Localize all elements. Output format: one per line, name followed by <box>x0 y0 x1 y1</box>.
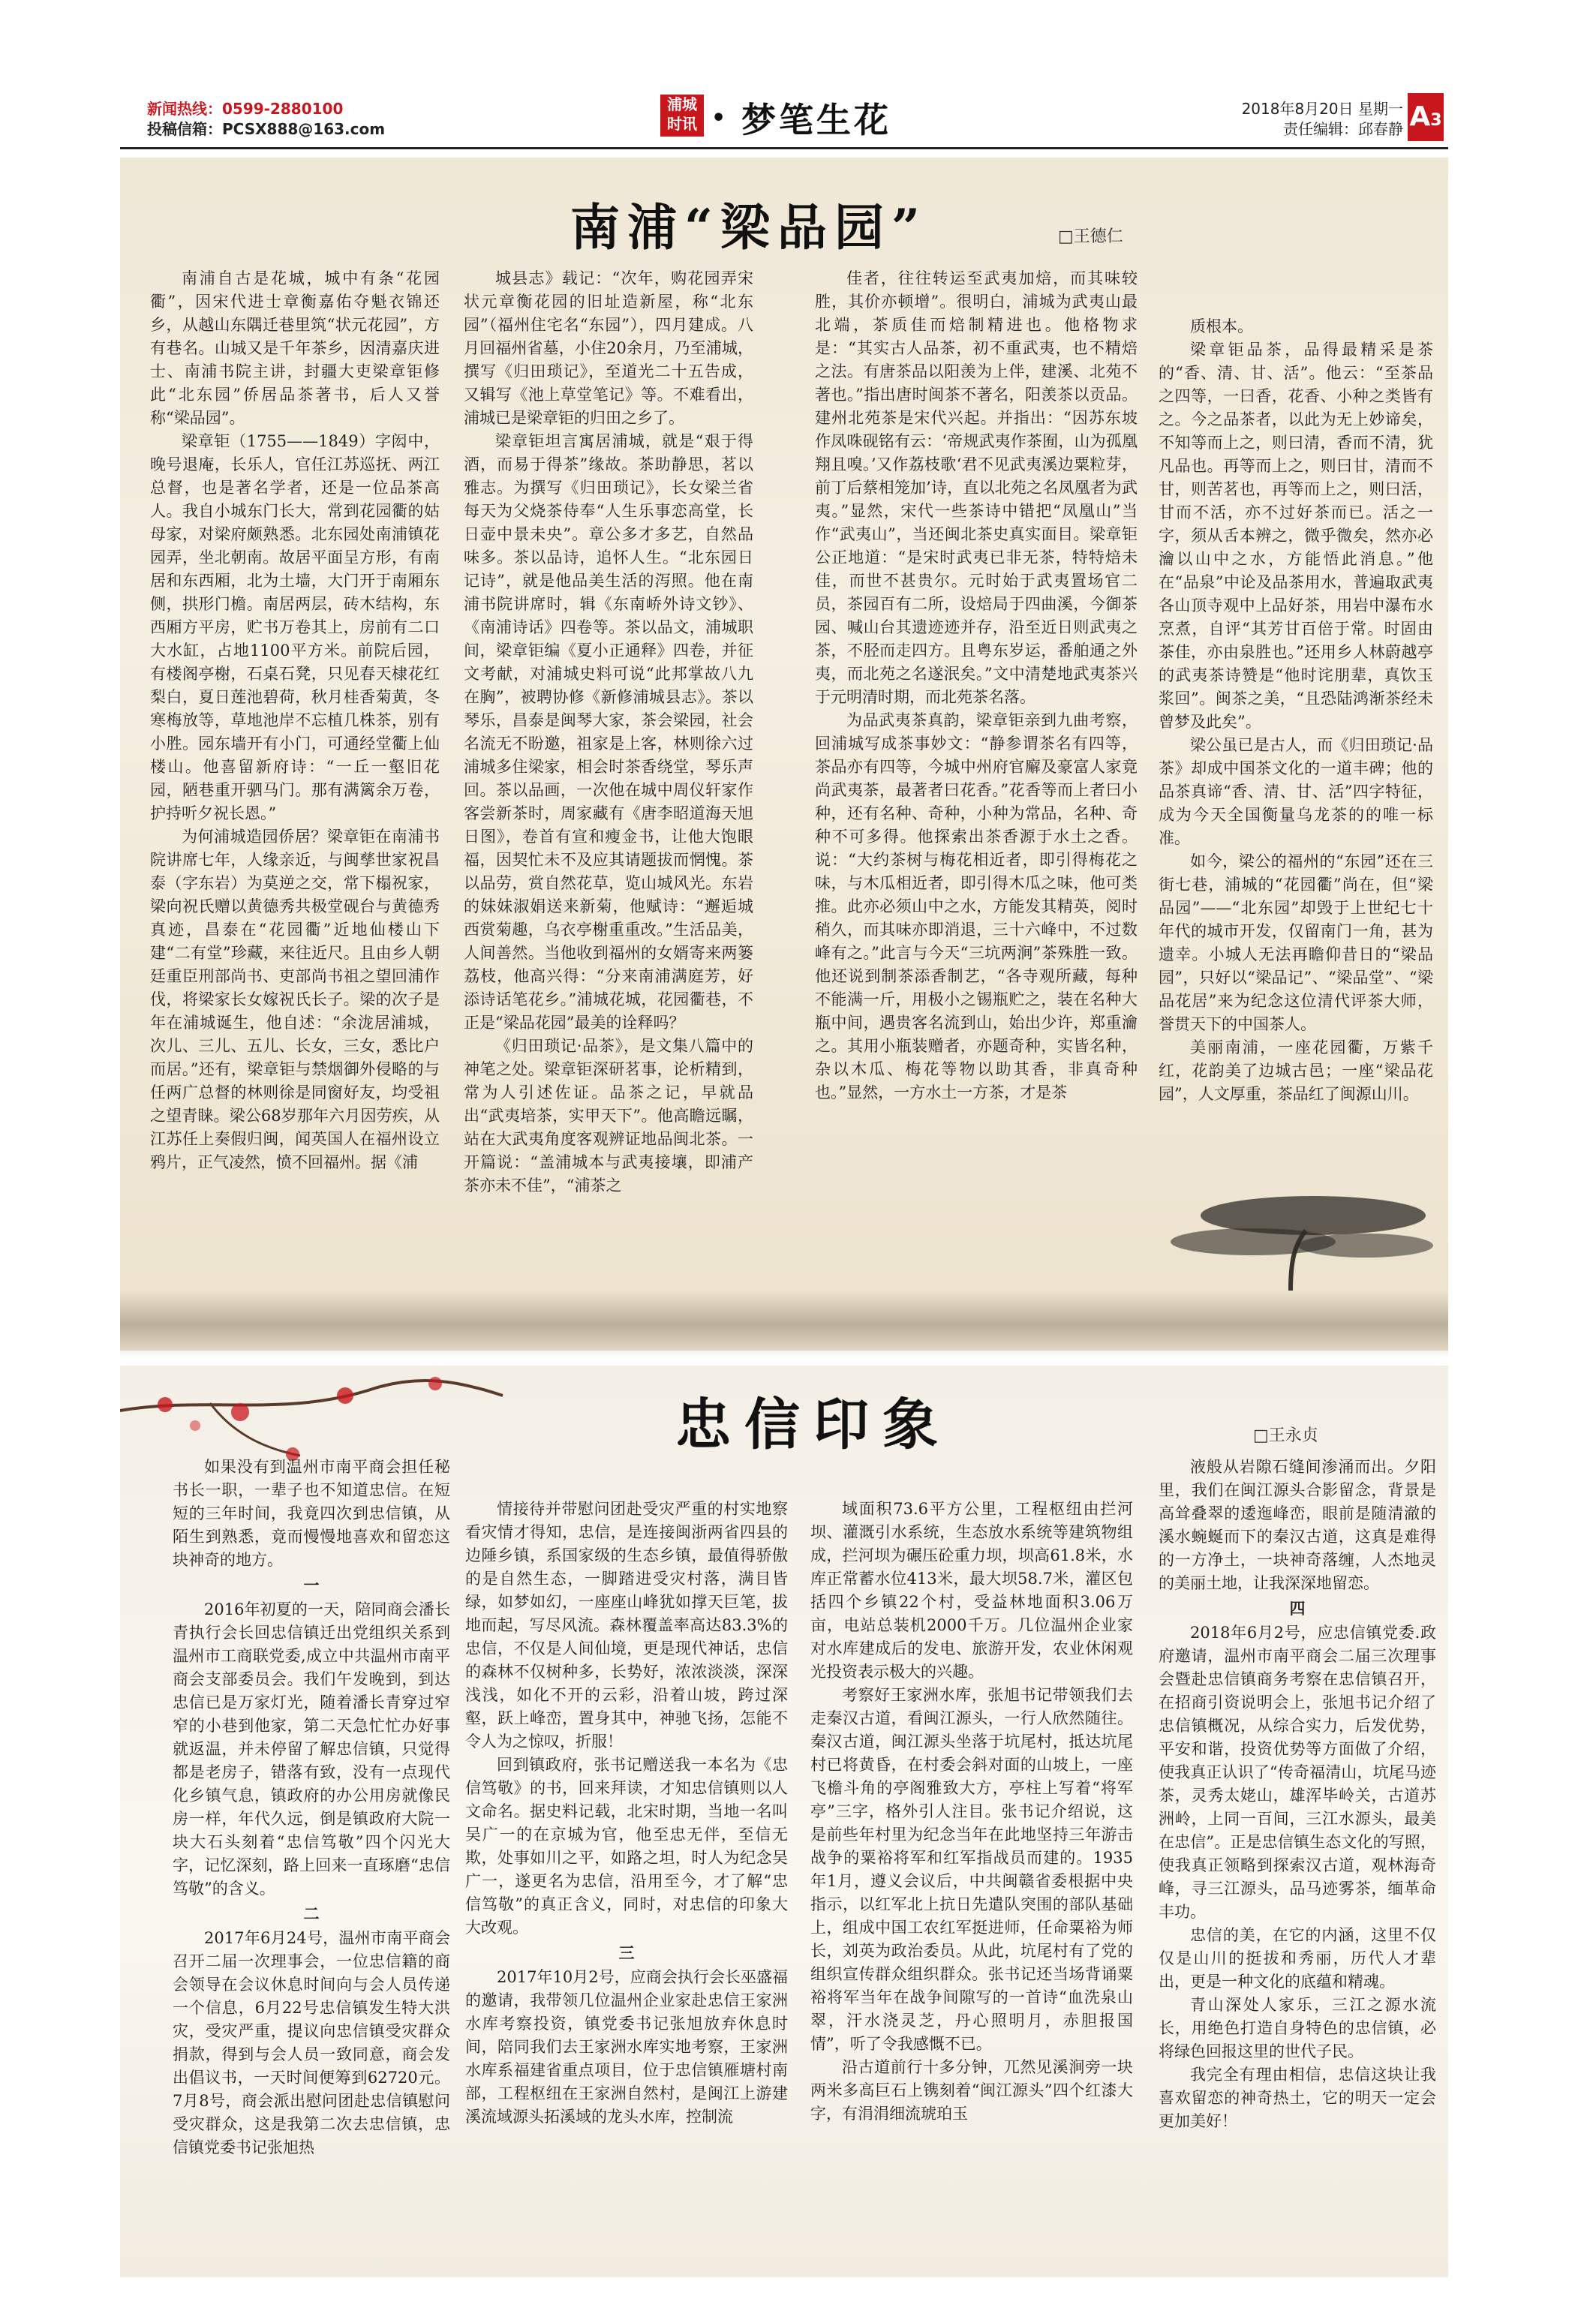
hotline-label: 新闻热线： <box>147 100 222 118</box>
paragraph: 域面积73.6平方公里，工程枢纽由拦河坝、灌溉引水系统，生态放水系统等建筑物组成，拦河坝为碾压砼重力坝，坝高61.8米，水库正常蓄水位413米，最大坝58.7米，灌区包括四个乡镇22个村，受益林地面积3.06万亩，电站总装机2000千万。几位温州企业家对水库建成后的发电、旅游开发，农业休闲观光投资表示极大的兴趣。 <box>810 1500 1133 1681</box>
article1-column-2 <box>464 267 753 1198</box>
pine-tree-decoration <box>1141 1171 1441 1291</box>
paragraph: 城县志》载记：“次年，购花园弄宋状元章衡花园的旧址造新屋，称“北东园”（福州住宅名“东园”），四月建成。八月回福州省墓，小住20余月，乃至浦城，撰写《归田琐记》，至道光二十五告成，又辑写《池上草堂笔记》等。不难看出，浦城已是梁章钜的归田之乡了。 <box>464 269 753 427</box>
paragraph: 梁章钜品茶，品得最精采是茶的“香、清、甘、活”。他云：“至茶品之四等，一曰香，花香、小种之类皆有之。今之品茶者，以此为无上妙谛矣，不知等而上之，则曰清，香而不清，犹凡品也。再等而上之，则曰甘，清而不甘，则苦茗也，再等而上之，则曰活，甘而不活，亦不过好茶而已。活之一字，须从舌本辨之，微乎微矣，然亦必瀹以山中之水，方能悟此消息。”他在“品泉”中论及品茶用水，普遍取武夷各山顶寺观中上品好茶，用岩中瀑布水烹煮，自评“其芳甘百倍于常。时固由茶佳，亦由泉胜也。”还用乡人林蔚越亭的武夷茶诗赞是“他时诧朋辈，真饮玉浆回”。闽茶之美，“且恐陆鸿渐茶经未曾梦及此矣”。 <box>1159 341 1433 731</box>
editor-credit: 责任编辑：邱春静 <box>1283 120 1403 138</box>
paragraph: 情接待并带慰问团赴受灾严重的村实地察看灾情才得知，忠信，是连接闽浙两省四县的边陲乡镇，系国家级的生态乡镇，最值得骄傲的是自然生态，一脚踏进受灾村落，满目皆绿，如梦如幻，一座座山峰犹如撑天巨笔，拔地而起，写尽风流。森林覆盖率高达83.3%的忠信，不仅是人间仙境，更是现代神话，忠信的森林不仅树种多，长势好，浓浓淡淡，深深浅浅，如化不开的云彩，沿着山坡，跨过深壑，跃上峰峦，置身其中，神驰飞扬，怎能不令人为之惊叹，折服！ <box>465 1500 788 1751</box>
section-dot: • <box>711 105 726 131</box>
paragraph: 2016年初夏的一天，陪同商会潘长青执行会长回忠信镇迁出党组织关系到温州市工商联党委,成立中共温州市南平商会支部委员会。我们午发晚到，到达忠信已是万家灯光，随着潘长青穿过窄窄的小巷到他家，第二天急忙忙办好事就返温，并未停留了解忠信镇，只觉得都是老房子，错落有致，没有一点现代化乡镇气息，镇政府的办公用房就像民房一样，年代久远，倒是镇政府大院一块大石头刻着“忠信笃敬”四个闪光大字，记忆深刻，路上回来一直琢磨“忠信笃敬”的含义。 <box>173 1600 450 1898</box>
email-label: 投稿信箱： <box>147 120 222 138</box>
paragraph: 2017年10月2号，应商会执行会长巫盛福的邀请，我带领几位温州企业家赴忠信王家洲水库考察投资，镇党委书记张旭放弃休息时间，陪同我们去王家洲水库实地考察，王家洲水库系福建省重点项目，位于忠信镇雁塘村南部，工程枢纽在王家洲自然村，是闽江上游建溪流域源头拓溪域的龙头水库，控制流 <box>465 1968 788 2126</box>
paragraph: 南浦自古是花城，城中有条“花园衢”，因宋代进士章衡嘉佑夺魁衣锦还乡，从越山东隅迁巷里筑“状元花园”，方有巷名。山城又是千年茶乡，因清嘉庆进士、南浦书院主讲，封疆大吏梁章钜修此“北东园”侨居品茶著书，后人又誉称“梁品园”。 <box>150 269 440 427</box>
section-number: 三 <box>618 1943 635 1962</box>
paragraph: 2018年6月2号，应忠信镇党委.政府邀请，温州市南平商会二届三次理事会暨赴忠信镇商务考察在忠信镇召开，在招商引资说明会上，张旭书记介绍了忠信镇概况，从综合实力，后发优势，平安和谐，投资优势等方面做了介绍，使我真正认识了“传奇福清山，坑尾马迹茶，灵秀太姥山，雄浑毕岭关，古道苏洲岭，上同一百间，三江水源头，最美在忠信”。正是忠信镇生态文化的写照，使我真正领略到探索汉古道，观林海奇峰，寻三江源头，品马迹雾茶，缅革命丰功。 <box>1159 1624 1436 1921</box>
page-number: 3 <box>1430 111 1442 130</box>
paragraph: 质根本。 <box>1190 317 1253 335</box>
paragraph: 梁章钜坦言寓居浦城，就是“艰于得酒，而易于得茶”缘故。茶助静思，茗以雅志。为撰写《归田琐记》，长女梁兰省每天为父烧茶侍奉“人生乐事恋高堂，长日壶中景未央”。章公多才多艺，自然品味多。茶以品诗，追怀人生。“北东园日记诗”，就是他品美生活的泻照。他在南浦书院讲席时，辑《东南峤外诗文钞》、《南浦诗话》四卷等。茶以品文，浦城职间，梁章钜编《夏小正通释》四卷，并征文考献，对浦城史料可说“此邦掌故八九在胸”，被聘协修《新修浦城县志》。茶以琴乐，昌泰是闽琴大家，茶会梁园，社会名流无不盼邀，祖家是上客，林则徐六过浦城多住梁家，相会时茶香绕堂，琴乐声回。茶以品画，一次他在城中周仪轩家作客尝新茶时，周家藏有《唐李昭道海天旭日图》，卷首有宣和瘦金书，让他大饱眼福，因契忙未不及应其请题拔而惘愧。茶以品劳，赏自然花草，览山城风光。东岩的妹妹淑娟送来新菊，他赋诗：“邂逅城西赏菊趣，乌衣亭榭重重改。”生活品美，人间善然。当他收到福州的女婿寄来两篓荔枝，他高兴得：“分来南浦满庭芳，好添诗话笔花乡。”浦城花城，花园衢巷，不正是“梁品花园”最美的诠释吗？ <box>464 432 753 1032</box>
paragraph: 青山深处人家乐，三江之源水流长，用绝色打造自身特色的忠信镇，必将绿色回报这里的世代子民。 <box>1159 1996 1436 2060</box>
paragraph: 液般从岩隙石缝间渗涌而出。夕阳里，我们在闽江源头合影留念，背景是高耸叠翠的逶迤峰峦，眼前是随清澈的溪水蜿蜒而下的秦汉古道，这真是难得的一方净土，一块神奇落缠，人杰地灵的美丽土地，让我深深地留恋。 <box>1159 1458 1436 1592</box>
newspaper-logo <box>660 95 704 137</box>
paragraph: 2017年6月24号，温州市南平商会召开二届一次理事会，一位忠信籍的商会领导在会议休息时间向与会人员传递一个信息，6月22号忠信镇发生特大洪灾，受灾严重，提议向忠信镇受灾群众捐款，得到与会人员一致同意，商会发出倡议书，一天时间便筹到62720元。7月8号，商会派出慰问团赴忠信镇慰问受灾群众，这是我第二次去忠信镇，忠信镇党委书记张旭热 <box>173 1929 450 2156</box>
article2-byline: □王永贞 <box>1253 1426 1318 1445</box>
article1-byline: □王德仁 <box>1058 227 1123 246</box>
paragraph: 为何浦城造园侨居？梁章钜在南浦书院讲席七年，人缘亲近，与闽孳世家祝昌泰（字东岩）为莫逆之交，常下榻祝家，梁向祝氏赠以黄德秀共极堂砚台与黄德秀真迹，昌泰在“花园衢”近地仙楼山下建“二有堂”珍藏，来往近尺。且由乡人朝廷重臣刑部尚书、吏部尚书祖之望回浦作伐，将梁家长女嫁祝氏长子。梁的次子是年在浦城诞生，他自述：“余泷居浦城，次儿、三儿、五儿、长女，三女，悉比户而居。”还有，梁章钜与禁烟御外侵略的与任两广总督的林则徐是同窗好友，均受祖之望青睐。梁公68岁那年六月因劳疾，从江苏任上奏假归闽，闻英国人在福州设立鸦片，正气凌然，愤不回福州。据《浦 <box>150 828 440 1171</box>
paragraph: 为品武夷茶真韵，梁章钜亲到九曲考察，回浦城写成茶事妙文：“静参谓茶名有四等，茶品亦有四等，今城中州府官廨及豪富人家竟尚武夷茶，最著者曰花香。”花香等而上者曰小种，还有名种、奇种，小种为常品，名种、奇种不可多得。他探索出茶香源于水土之香。说：“大约茶树与梅花相近者，即引得梅花之味，与木瓜相近者，即引得木瓜之味，他可类推。此亦必须山中之水，方能发其精英，阅时稍久，而其味亦即消退，三十六峰中，不过数峰有之。”此言与今天“三坑两涧”茶殊胜一致。他还说到制茶添香制艺，“各寺观所藏，每种不能满一斤，用极小之锡瓶贮之，装在名种大瓶中间，遇贵客名流到山，始出少许，郑重瀹之。其用小瓶装赠者，亦题奇种，实皆名种，杂以木瓜、梅花等物以助其香，非真奇种也。”显然，一方水土一方茶，才是茶 <box>815 711 1138 1101</box>
article1-column-1 <box>150 267 440 1174</box>
section-number: 一 <box>303 1576 320 1594</box>
paragraph: 《归田琐记·品茶》，是文集八篇中的神笔之处。梁章钜深研茗事，论析精到，常为人引述佐证。品茶之记，早就品出“武夷培茶，实甲天下”。他高瞻远瞩，站在大武夷角度客观辨证地品闽北茶。一开篇说：“盖浦城本与武夷接壤，即浦产茶亦未不佳”，“浦茶之 <box>464 1037 753 1195</box>
logo-line-1: 浦城 <box>667 95 697 113</box>
article1-title: 南浦“梁品园” <box>570 198 927 257</box>
masthead-meta <box>1201 99 1403 140</box>
article2-column-1 <box>173 1456 450 2159</box>
paragraph: 沿古道前行十多分钟，兀然见溪涧旁一块两米多高巨石上镌刻着“闽江源头”四个红漆大字，有涓涓细流琥珀玉 <box>810 2058 1133 2123</box>
section-title: 梦笔生花 <box>741 100 891 140</box>
article1-column-3 <box>815 267 1138 1104</box>
article1-column-4 <box>1159 315 1433 1106</box>
paragraph: 如果没有到温州市南平商会担任秘书长一职，一辈子也不知道忠信。在短短的三年时间，我竟四次到忠信镇，从陌生到熟悉，竟而慢慢地喜欢和留恋这块神奇的地方。 <box>173 1458 450 1569</box>
masthead-contacts <box>147 99 385 140</box>
paragraph: 考察好王家洲水库，张旭书记带领我们去走秦汉古道，看闽江源头，一行人欣然随往。秦汉古道，闽江源头坐落于坑尾村，抵达坑尾村已将黄昏，在村委会斜对面的山坡上，一座飞檐斗角的亭阁雅致大方，亭柱上写着“将军亭”三字，格外引人注目。张书记介绍说，这是前些年村里为纪念当年在此地坚持三年游击战争的粟裕将军和红军指战员而建的。1935年1月，遵义会议后，中共闽赣省委根据中央指示，以红军北上抗日先遣队突围的部队基础上，组成中国工农红军挺进师，任命粟裕为师长，刘英为政治委员。从此，坑尾村有了党的组织宣传群众组织群众。张书记还当场背诵粟裕将军当年在战争间隙写的一首诗“血洗泉山翠，汗水浇灵芝，丹心照明月，赤胆报国情”，听了令我感慨不已。 <box>810 1686 1133 2053</box>
article2-column-3 <box>810 1498 1133 2126</box>
paragraph: 梁章钜（1755——1849）字闳中，晚号退庵，长乐人，官任江苏巡抚、两江总督，也是著名学者，还是一位品茶高人。我自小城东门长大，常到花园衢的姑母家，对梁府颇熟悉。北东园处南浦镇花园弄，坐北朝南。故居平面呈方形，有南居和东西厢，北为土墙，大门开于南厢东侧，拱形门檐。南居两层，砖木结构，东西厢方平房，贮书万卷其上，房前有二口大水缸，占地1100平方米。前院后园，有楼阁亭榭，石桌石凳，只见春天棣花红梨白，夏日莲池碧荷，秋月桂香菊黄，冬寒梅放等，草地池岸不忘植几株茶，别有小胜。园东墙开有小门，可通经堂衢上仙楼山。他喜留新府诗：“一丘一壑旧花园，陋巷重开驷马门。那有满篱余万卷，护持听夕祝长恩。” <box>150 432 440 822</box>
header-rule <box>120 147 1448 149</box>
paragraph: 忠信的美，在它的内涵，这里不仅仅是山川的挺拔和秀丽，历代人才辈出，更是一种文化的底蕴和精魂。 <box>1159 1926 1436 1991</box>
article2-title: 忠信印象 <box>675 1393 951 1457</box>
paragraph: 回到镇政府，张书记赠送我一本名为《忠信笃敬》的书，回来拜读，才知忠信镇则以人文命名。据史料记载，北宋时期，当地一名叫吴广一的在京城为官，他至忠无伴，至信无欺，处事如川之平，如路之坦，时人为纪念吴广一，遂更名为忠信，沿用至今，才了解“忠信笃敬”的真正含义，同时，对忠信的印象大大改观。 <box>465 1756 788 1937</box>
paragraph: 美丽南浦，一座花园衢，万紫千红，花韵美了边城古邑；一座“梁品花园”，人文厚重，茶品红了闽源山川。 <box>1159 1038 1433 1103</box>
paragraph: 梁公虽已是古人，而《归田琐记·品茶》却成中国茶文化的一道丰碑；他的品茶真谛“香、清、甘、活”四字特征，成为今天全国衡量乌龙茶的的唯一标准。 <box>1159 736 1433 847</box>
paragraph: 我完全有理由相信，忠信这块让我喜欢留恋的神奇热土，它的明天一定会更加美好！ <box>1159 2066 1436 2130</box>
article2-column-4 <box>1159 1456 1436 2133</box>
section-number: 二 <box>303 1904 320 1923</box>
paragraph: 佳者，往往转运至武夷加焙，而其味较胜，其价亦顿增”。很明白，浦城为武夷山最北端，茶质佳而焙制精进也。他格物求是：“其实古人品茶，初不重武夷，也不精焙之法。有唐茶品以阳羡为上伴，建溪、北苑不著也。”指出唐时闽茶不著名，阳羡茶以贡品。建州北苑茶是宋代兴起。并指出：“因苏东坡作凤咮砚铭有云：‘帝规武夷作茶囿，山为孤凰翔且嗅。’又作荔枝歌‘君不见武夷溪边粟粒芽，前丁后蔡相笼加’诗，直以北苑之名凤凰者为武夷。”显然，宋代一些茶诗中错把“凤凰山”当作“武夷山”，当还闽北茶史真实面目。梁章钜公正地道：“是宋时武夷已非无茶，特特焙未佳，而世不甚贵尔。元时始于武夷置场官二员，茶园百有二所，设焙局于四曲溪，今御茶园、喊山台其遗迹迹并存，沿至近日则武夷之茶，不胫而走四方。且粤东岁运，番舶通之外夷，而北苑之名遂泯矣。”文中清楚地武夷茶兴于元明清时期，而北苑茶名落。 <box>815 269 1138 706</box>
logo-line-2: 时讯 <box>667 115 697 133</box>
email-address: PCSX888@163.com <box>222 120 386 138</box>
page-number-tab <box>1408 93 1444 141</box>
page-letter: A <box>1409 101 1431 132</box>
section-number: 四 <box>1289 1599 1306 1618</box>
article2-column-2 <box>465 1498 788 2129</box>
hotline-number: 0599-2880100 <box>222 100 344 118</box>
ink-wash-band <box>120 1291 1448 1358</box>
paragraph: 如今，梁公的福州的“东园”还在三街七巷，浦城的“花园衢”尚在，但“梁品园”——“北东园”却毁于上世纪七十年代的城市开发，仅留南门一角，甚为遗幸。小城人无法再瞻仰昔日的“梁品园”，只好以“梁品记”、“梁品堂”、“梁品花居”来为纪念这位清代评茶大师，誉贯天下的中国茶人。 <box>1159 852 1433 1033</box>
issue-date: 2018年8月20日 星期一 <box>1241 100 1403 118</box>
